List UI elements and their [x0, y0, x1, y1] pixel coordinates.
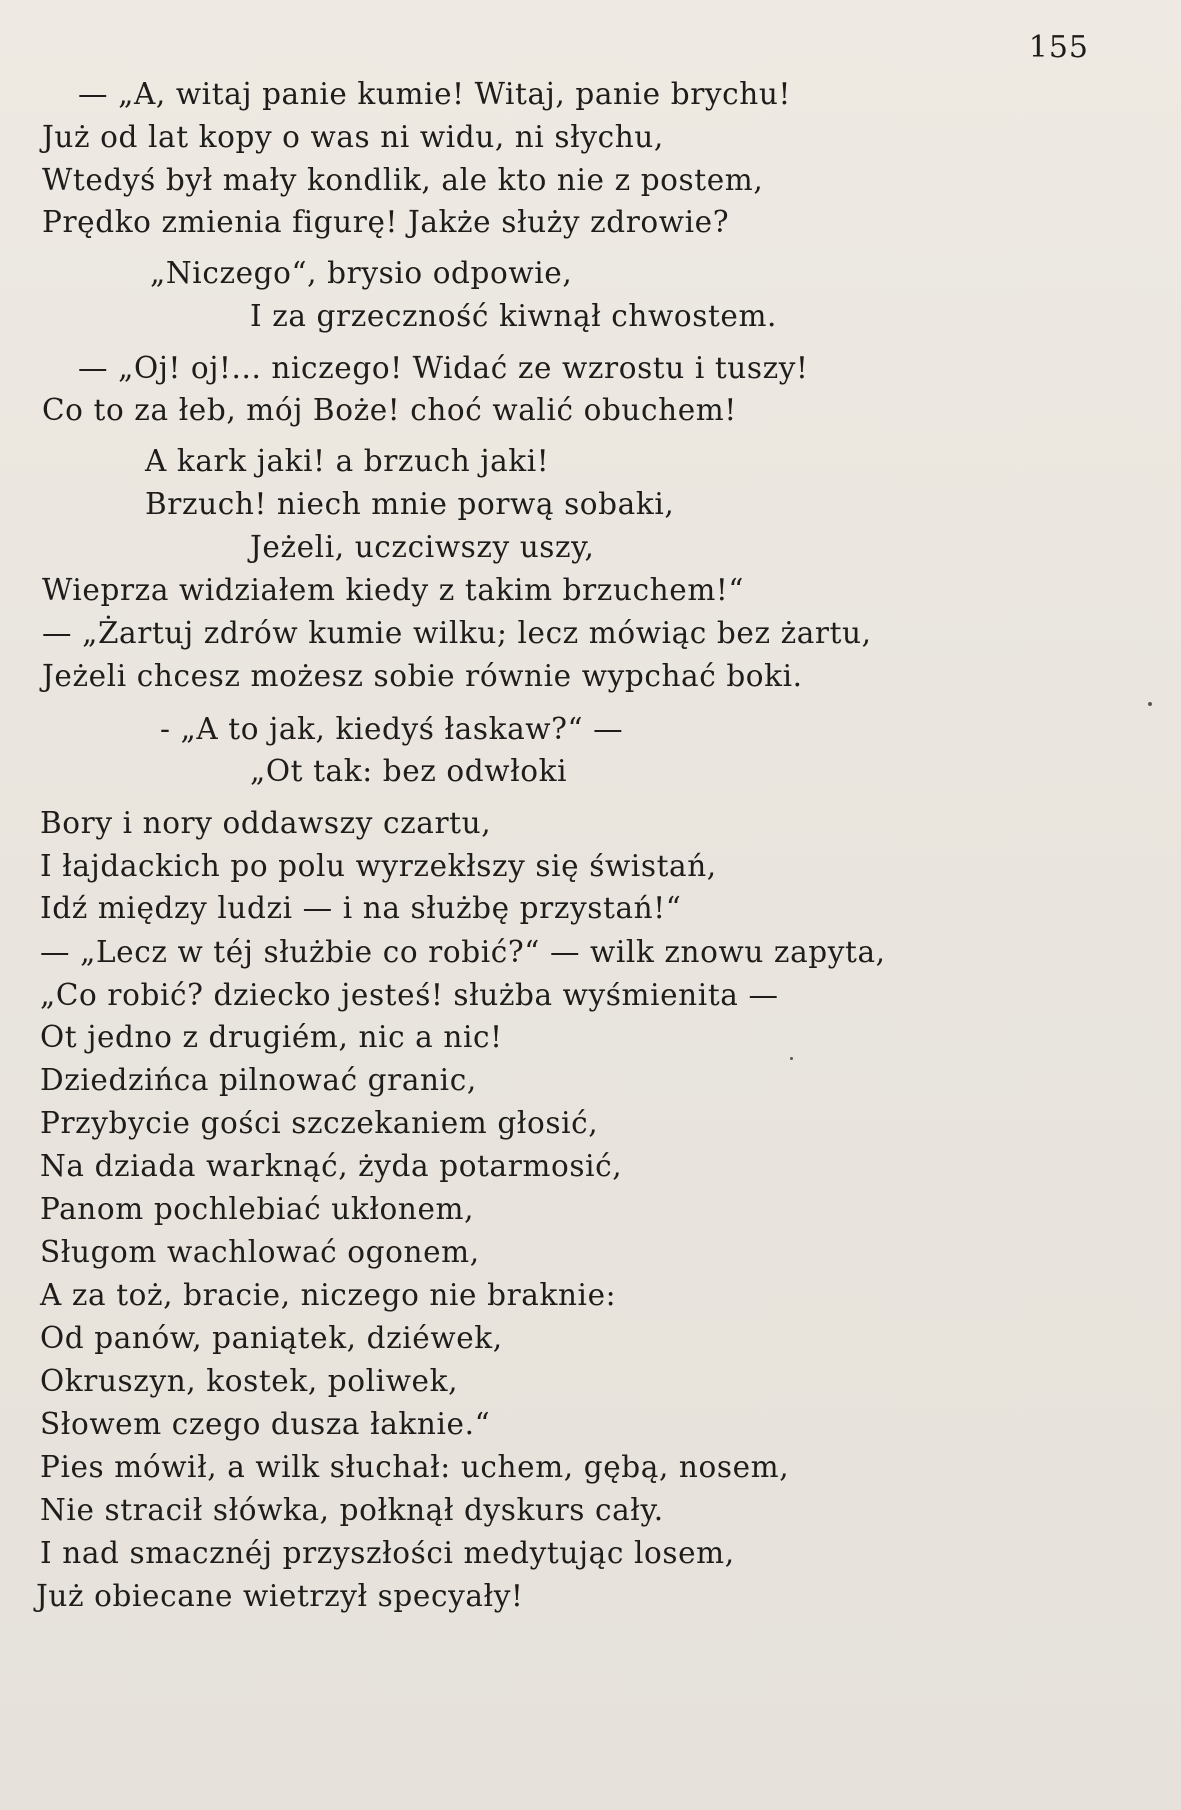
poem-line: „Ot tak: bez odwłoki — [250, 754, 568, 788]
poem-line: Ot jedno z drugiém, nic a nic! — [40, 1020, 503, 1054]
poem-line: „Co robić? dziecko jesteś! służba wyśmienita — — [40, 978, 779, 1012]
poem-line: Słowem czego dusza łaknie.“ — [40, 1407, 491, 1441]
paper-speck — [790, 1057, 793, 1060]
poem-line: A za toż, bracie, niczego nie braknie: — [40, 1278, 617, 1312]
poem-line: - „A to jak, kiedyś łaskaw?“ — — [160, 712, 624, 746]
poem-line: I nad smacznéj przyszłości medytując losem, — [40, 1536, 735, 1570]
poem-line: Jeżeli chcesz możesz sobie równie wypchać boki. — [42, 659, 803, 693]
poem-line: Od panów, paniątek, dziéwek, — [40, 1321, 503, 1355]
poem-line: — „Oj! oj!... niczego! Widać ze wzrostu i tuszy! — [78, 351, 809, 385]
poem-line: I łajdackich po polu wyrzekłszy się świstań, — [40, 849, 717, 883]
poem-line: Bory i nory oddawszy czartu, — [40, 806, 492, 840]
poem-line: Wtedyś był mały kondlik, ale kto nie z postem, — [42, 163, 764, 197]
poem-line: Już obiecane wietrzył specyały! — [36, 1579, 524, 1613]
poem-line: A kark jaki! a brzuch jaki! — [145, 444, 550, 478]
poem-line: I za grzeczność kiwnął chwostem. — [250, 299, 778, 333]
poem-line: Przybycie gości szczekaniem głosić, — [40, 1106, 599, 1140]
poem-line: — „Żartuj zdrów kumie wilku; lecz mówiąc bez żartu, — [42, 616, 872, 650]
poem-line: — „Lecz w téj służbie co robić?“ — wilk znowu zapyta, — [40, 935, 886, 969]
poem-line: Już od lat kopy o was ni widu, ni słychu, — [42, 120, 664, 154]
poem-line: Panom pochlebiać ukłonem, — [40, 1192, 475, 1226]
poem-line: Dziedzińca pilnować granic, — [40, 1063, 477, 1097]
poem-line: — „A, witaj panie kumie! Witaj, panie brychu! — [78, 77, 791, 111]
poem-line: Nie stracił słówka, połknął dyskurs cały. — [40, 1493, 664, 1527]
poem-line: Prędko zmienia figurę! Jakże służy zdrowie? — [42, 205, 730, 239]
poem-line: Na dziada warknąć, żyda potarmosić, — [40, 1149, 623, 1183]
poem-line: Pies mówił, a wilk słuchał: uchem, gębą, nosem, — [40, 1450, 790, 1484]
poem-line: Co to za łeb, mój Boże! choć walić obuchem! — [42, 393, 737, 427]
poem-line: Wieprza widziałem kiedy z takim brzuchem!“ — [42, 573, 745, 607]
page-number: 155 — [1028, 30, 1089, 65]
poem-line: Okruszyn, kostek, poliwek, — [40, 1364, 459, 1398]
poem-line: „Niczego“, brysio odpowie, — [150, 256, 573, 290]
poem-line: Idź między ludzi — i na służbę przystań!“ — [40, 891, 682, 925]
paper-speck — [1148, 702, 1152, 706]
poem-line: Sługom wachlować ogonem, — [40, 1235, 480, 1269]
poem-line: Jeżeli, uczciwszy uszy, — [250, 530, 595, 564]
poem-line: Brzuch! niech mnie porwą sobaki, — [145, 487, 675, 521]
